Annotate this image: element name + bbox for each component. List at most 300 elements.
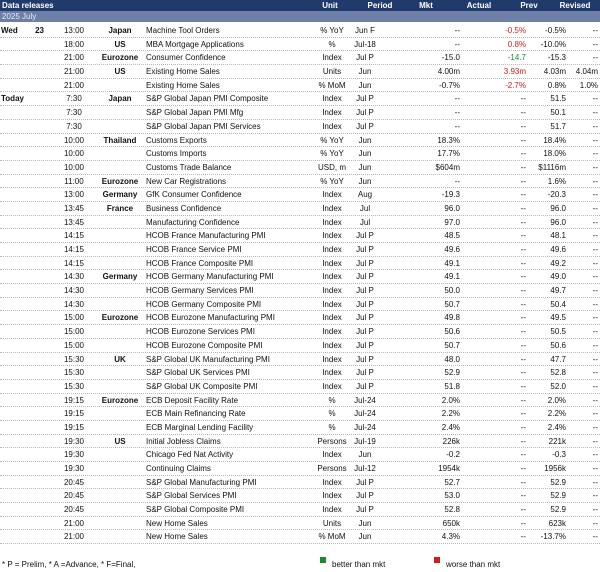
row-indicator: HCOB France Manufacturing PMI xyxy=(146,231,266,241)
row-unit: Units xyxy=(322,518,342,528)
table-row xyxy=(0,517,600,531)
row-indicator: Customs Imports xyxy=(146,149,207,159)
row-actual: -- xyxy=(520,354,526,364)
row-revised: -- xyxy=(592,94,598,104)
row-revised: -- xyxy=(592,231,598,241)
worse-legend-swatch xyxy=(434,557,440,563)
table-row xyxy=(0,407,600,421)
row-prev: 18.4% xyxy=(543,135,566,145)
row-unit: % MoM xyxy=(318,80,346,90)
row-prev: 2.2% xyxy=(547,409,566,419)
table-row xyxy=(0,51,600,65)
row-indicator: Initial Jobless Claims xyxy=(146,436,221,446)
row-time: 21:00 xyxy=(63,80,85,90)
row-time: 15:30 xyxy=(63,354,85,364)
row-period: Jun xyxy=(358,532,372,542)
table-row xyxy=(0,325,600,339)
table-row xyxy=(0,147,600,161)
row-indicator: Existing Home Sales xyxy=(146,67,220,77)
row-period: Jul P xyxy=(356,258,374,268)
row-indicator: Continuing Claims xyxy=(146,464,211,473)
row-actual: -- xyxy=(520,340,526,350)
row-indicator: HCOB Germany Manufacturing PMI xyxy=(146,272,274,282)
row-prev: 49.7 xyxy=(550,286,566,296)
row-time: 7:30 xyxy=(66,94,82,104)
row-revised: -- xyxy=(592,39,598,49)
row-indicator: HCOB Germany Services PMI xyxy=(146,286,254,296)
row-period: Jul xyxy=(359,203,371,213)
row-time: 15:00 xyxy=(63,313,85,323)
row-revised: -- xyxy=(592,258,598,268)
row-mkt: -0.7% xyxy=(439,80,460,90)
row-prev: 49.5 xyxy=(550,313,566,323)
row-mkt: -15.0 xyxy=(441,53,460,63)
row-actual: -- xyxy=(520,450,526,460)
row-time: 13:00 xyxy=(63,190,85,200)
row-actual: -- xyxy=(520,518,526,528)
row-time: 20:45 xyxy=(63,491,85,501)
row-indicator: Customs Exports xyxy=(146,135,207,145)
row-actual: -- xyxy=(520,203,526,213)
row-revised: -- xyxy=(592,135,598,145)
table-footer xyxy=(0,557,600,572)
row-revised: -- xyxy=(592,299,598,309)
row-period: Jun xyxy=(358,176,372,186)
row-prev: 623k xyxy=(548,518,566,528)
row-period: Jul P xyxy=(356,245,374,254)
row-country: UK xyxy=(114,354,126,364)
row-indicator: ECB Marginal Lending Facility xyxy=(146,422,254,432)
table-row xyxy=(0,106,600,120)
table-row xyxy=(0,489,600,503)
row-unit: Index xyxy=(322,108,342,118)
row-mkt: 4.00m xyxy=(437,67,460,77)
row-indicator: Chicago Fed Nat Activity xyxy=(146,450,234,460)
table-row xyxy=(0,380,600,394)
row-indicator: ECB Deposit Facility Rate xyxy=(146,395,239,405)
table-row xyxy=(0,134,600,148)
month-label: 2025 July xyxy=(2,12,37,21)
row-mkt: 49.1 xyxy=(444,272,460,282)
row-period: Jul P xyxy=(356,340,374,350)
row-actual: -- xyxy=(520,162,526,172)
row-revised: -- xyxy=(592,108,598,118)
row-prev: -20.3 xyxy=(547,190,566,200)
row-unit: % xyxy=(328,39,336,49)
header-prev: Prev xyxy=(520,1,538,10)
row-actual: 0.8% xyxy=(507,39,526,49)
row-unit: Index xyxy=(322,231,342,241)
row-mkt: 97.0 xyxy=(444,217,460,227)
row-period: Jul-19 xyxy=(354,436,376,446)
row-revised: -- xyxy=(592,245,598,254)
row-country: Eurozone xyxy=(101,53,139,63)
row-revised: -- xyxy=(592,121,598,131)
row-actual: -- xyxy=(520,505,526,515)
footnote: * P = Prelim, * A =Advance, * F=Final, xyxy=(2,560,136,569)
row-unit: Index xyxy=(322,203,342,213)
row-prev: 50.6 xyxy=(550,340,566,350)
row-indicator: Machine Tool Orders xyxy=(146,26,220,35)
row-time: 15:30 xyxy=(63,368,85,378)
row-time: 13:00 xyxy=(63,26,85,35)
table-row xyxy=(0,229,600,243)
row-indicator: HCOB France Composite PMI xyxy=(146,258,254,268)
row-mkt: -19.3 xyxy=(441,190,460,200)
row-time: 21:00 xyxy=(63,518,85,528)
header-mkt: Mkt xyxy=(419,1,433,10)
row-mkt: 48.5 xyxy=(444,231,460,241)
row-period: Jul P xyxy=(356,231,374,241)
table-row xyxy=(0,503,600,517)
row-prev: 51.7 xyxy=(550,121,566,131)
row-revised: 1.0% xyxy=(579,80,598,90)
row-time: 19:15 xyxy=(63,409,85,419)
row-country: Eurozone xyxy=(101,176,139,186)
row-indicator: Customs Trade Balance xyxy=(146,162,232,172)
row-actual: -- xyxy=(520,258,526,268)
row-mkt: $604m xyxy=(435,162,460,172)
row-actual: -- xyxy=(520,532,526,542)
row-prev: $1116m xyxy=(538,162,566,172)
row-mkt: -- xyxy=(454,108,460,118)
table-row xyxy=(0,435,600,449)
row-time: 19:15 xyxy=(63,422,85,432)
table-row xyxy=(0,188,600,202)
table-row xyxy=(0,24,600,38)
row-mkt: 51.8 xyxy=(444,381,460,391)
row-indicator: S&P Global UK Services PMI xyxy=(146,368,250,378)
header-revised: Revised xyxy=(559,1,591,10)
row-period: Jul P xyxy=(356,94,374,104)
row-actual: -- xyxy=(520,135,526,145)
row-mkt: 52.9 xyxy=(444,368,460,378)
header-actual: Actual xyxy=(466,1,492,10)
table-row xyxy=(0,298,600,312)
row-unit: Index xyxy=(322,313,342,323)
row-actual: -14.7 xyxy=(507,53,526,63)
row-indicator: S&P Global Manufacturing PMI xyxy=(146,477,257,487)
table-row xyxy=(0,394,600,408)
row-actual: -- xyxy=(520,491,526,501)
table-row xyxy=(0,65,600,79)
row-period: Jul P xyxy=(356,505,374,515)
row-mkt: -- xyxy=(454,94,460,104)
row-mkt: 50.6 xyxy=(444,327,460,337)
row-mkt: 50.0 xyxy=(444,286,460,296)
row-period: Jul P xyxy=(356,381,374,391)
row-period: Jun xyxy=(358,67,372,77)
row-period: Jun xyxy=(358,80,372,90)
table-row xyxy=(0,270,600,284)
row-prev: -10.0% xyxy=(540,39,566,49)
row-time: 14:15 xyxy=(63,245,85,254)
row-unit: Index xyxy=(322,340,342,350)
row-period: Jul P xyxy=(356,327,374,337)
row-actual: -- xyxy=(520,299,526,309)
row-unit: Index xyxy=(322,477,342,487)
row-unit: Persons xyxy=(317,464,347,473)
row-indicator: HCOB Eurozone Manufacturing PMI xyxy=(146,313,275,323)
row-actual: -0.5% xyxy=(505,26,526,35)
row-time: 20:45 xyxy=(63,505,85,515)
row-country: US xyxy=(114,436,126,446)
row-actual: -- xyxy=(520,94,526,104)
table-body xyxy=(0,24,600,544)
table-row xyxy=(0,120,600,134)
row-mkt: 2.4% xyxy=(441,422,460,432)
row-prev: -15.3 xyxy=(547,53,566,63)
row-indicator: S&P Global UK Manufacturing PMI xyxy=(146,354,270,364)
row-time: 13:45 xyxy=(63,217,85,227)
row-unit: % xyxy=(328,422,336,432)
row-unit: Index xyxy=(322,381,342,391)
row-revised: -- xyxy=(592,149,598,159)
row-time: 14:30 xyxy=(63,286,85,296)
row-actual: -- xyxy=(520,368,526,378)
row-revised: -- xyxy=(592,368,598,378)
row-indicator: S&P Global Services PMI xyxy=(146,491,237,501)
row-prev: 48.1 xyxy=(550,231,566,241)
row-time: 19:30 xyxy=(63,464,85,473)
row-prev: 52.9 xyxy=(550,505,566,515)
row-unit: Index xyxy=(322,190,342,200)
table-row xyxy=(0,311,600,325)
row-unit: % YoY xyxy=(320,26,344,35)
row-indicator: New Home Sales xyxy=(146,518,208,528)
row-country: Germany xyxy=(102,272,138,282)
row-prev: 18.0% xyxy=(543,149,566,159)
row-period: Jul P xyxy=(356,354,374,364)
row-actual: -- xyxy=(520,381,526,391)
table-row xyxy=(0,353,600,367)
table-row xyxy=(0,92,600,106)
row-actual: -- xyxy=(520,477,526,487)
row-time: 21:00 xyxy=(63,53,85,63)
row-unit: Index xyxy=(322,491,342,501)
row-revised: 4.04m xyxy=(575,67,598,77)
table-row xyxy=(0,421,600,435)
row-time: 19:15 xyxy=(63,395,85,405)
row-mkt: 226k xyxy=(442,436,460,446)
row-indicator: S&P Global Japan PMI Mfg xyxy=(146,108,244,118)
row-time: 11:00 xyxy=(64,176,84,186)
row-mkt: 1954k xyxy=(438,464,460,473)
row-revised: -- xyxy=(592,162,598,172)
row-unit: Index xyxy=(322,505,342,515)
row-indicator: HCOB Eurozone Services PMI xyxy=(146,327,255,337)
table-row xyxy=(0,175,600,189)
table-row xyxy=(0,476,600,490)
row-time: 10:00 xyxy=(63,162,85,172)
row-period: Jul P xyxy=(356,108,374,118)
row-indicator: GfK Consumer Confidence xyxy=(146,190,242,200)
row-mkt: 50.7 xyxy=(444,299,460,309)
row-indicator: HCOB France Service PMI xyxy=(146,245,242,254)
row-indicator: Business Confidence xyxy=(146,203,222,213)
row-time: 14:15 xyxy=(63,258,85,268)
row-prev: 52.9 xyxy=(550,491,566,501)
row-indicator: S&P Global Japan PMI Composite xyxy=(146,94,269,104)
row-actual: -- xyxy=(520,121,526,131)
row-period: Jun xyxy=(358,149,372,159)
table-row xyxy=(0,448,600,462)
row-country: Eurozone xyxy=(101,313,139,323)
row-time: 21:00 xyxy=(63,532,85,542)
row-prev: 51.5 xyxy=(550,94,566,104)
row-unit: % MoM xyxy=(318,532,346,542)
row-mkt: -- xyxy=(454,26,460,35)
row-actual: -- xyxy=(520,422,526,432)
row-period: Jul-12 xyxy=(354,464,376,473)
row-actual: 3.93m xyxy=(503,67,526,77)
row-prev: 2.0% xyxy=(547,395,566,405)
row-mkt: 53.0 xyxy=(444,491,460,501)
table-row xyxy=(0,243,600,257)
row-time: 13:45 xyxy=(63,203,85,213)
row-country: Germany xyxy=(102,190,138,200)
row-actual: -- xyxy=(520,409,526,419)
row-revised: -- xyxy=(592,450,598,460)
table-row xyxy=(0,79,600,93)
row-period: Jul-24 xyxy=(354,422,376,432)
row-revised: -- xyxy=(592,26,598,35)
row-mkt: 2.2% xyxy=(441,409,460,419)
row-period: Jun F xyxy=(354,26,375,35)
row-unit: Units xyxy=(322,67,342,77)
row-time: 19:30 xyxy=(63,450,85,460)
row-mkt: 2.0% xyxy=(441,395,460,405)
row-indicator: Consumer Confidence xyxy=(146,53,226,63)
row-indicator: S&P Global Japan PMI Services xyxy=(146,121,261,131)
row-unit: USD, m xyxy=(318,162,346,172)
row-period: Jul P xyxy=(356,53,374,63)
row-revised: -- xyxy=(592,477,598,487)
row-prev: 52.9 xyxy=(550,477,566,487)
row-period: Jul P xyxy=(356,286,374,296)
row-day: Wed xyxy=(1,26,18,35)
month-subheader xyxy=(0,11,600,22)
row-actual: -- xyxy=(520,231,526,241)
row-day: Today xyxy=(1,94,24,104)
row-time: 15:00 xyxy=(63,340,85,350)
row-revised: -- xyxy=(592,286,598,296)
row-indicator: MBA Mortgage Applications xyxy=(146,39,244,49)
row-indicator: ECB Main Refinancing Rate xyxy=(146,409,246,419)
row-unit: Index xyxy=(322,299,342,309)
row-country: Japan xyxy=(108,94,132,104)
row-indicator: HCOB Germany Composite PMI xyxy=(146,299,262,309)
row-revised: -- xyxy=(592,327,598,337)
row-unit: Index xyxy=(322,121,342,131)
row-prev: 49.6 xyxy=(550,245,566,254)
row-actual: -- xyxy=(520,395,526,405)
row-period: Jul P xyxy=(356,299,374,309)
row-unit: Index xyxy=(322,245,342,254)
row-unit: % YoY xyxy=(320,176,344,186)
row-unit: Index xyxy=(322,53,342,63)
row-mkt: 49.1 xyxy=(444,258,460,268)
row-mkt: -0.2 xyxy=(446,450,460,460)
table-row xyxy=(0,161,600,175)
row-unit: Index xyxy=(322,450,342,460)
row-time: 19:30 xyxy=(63,436,85,446)
row-revised: -- xyxy=(592,272,598,282)
row-prev: 47.7 xyxy=(550,354,566,364)
row-prev: 96.0 xyxy=(550,217,566,227)
row-time: 14:15 xyxy=(63,231,85,241)
row-mkt: 96.0 xyxy=(444,203,460,213)
row-time: 7:30 xyxy=(66,108,82,118)
row-prev: 52.0 xyxy=(550,381,566,391)
row-revised: -- xyxy=(592,176,598,186)
row-mkt: -- xyxy=(454,121,460,131)
row-prev: -0.5% xyxy=(545,26,566,35)
row-period: Jun xyxy=(358,135,372,145)
row-mkt: 49.6 xyxy=(444,245,460,254)
row-revised: -- xyxy=(592,422,598,432)
row-country: Thailand xyxy=(103,135,137,145)
table-row xyxy=(0,216,600,230)
table-row xyxy=(0,339,600,353)
row-prev: 2.4% xyxy=(547,422,566,432)
row-mkt: 49.8 xyxy=(444,313,460,323)
header-title: Data releases xyxy=(2,1,54,10)
row-unit: % xyxy=(328,409,336,419)
table-row xyxy=(0,257,600,271)
row-actual: -- xyxy=(520,272,526,282)
row-unit: Index xyxy=(322,217,342,227)
row-mkt: 50.7 xyxy=(444,340,460,350)
row-revised: -- xyxy=(592,53,598,63)
row-prev: 96.0 xyxy=(550,203,566,213)
row-indicator: HCOB Eurozone Composite PMI xyxy=(146,340,263,350)
row-actual: -- xyxy=(520,190,526,200)
row-mkt: 650k xyxy=(442,518,460,528)
row-period: Jun xyxy=(358,518,372,528)
row-country: US xyxy=(114,67,126,77)
row-revised: -- xyxy=(592,532,598,542)
row-unit: % YoY xyxy=(320,149,344,159)
row-indicator: Manufacturing Confidence xyxy=(146,217,240,227)
row-unit: % YoY xyxy=(320,135,344,145)
row-revised: -- xyxy=(592,491,598,501)
row-revised: -- xyxy=(592,354,598,364)
row-unit: Index xyxy=(322,368,342,378)
row-prev: -13.7% xyxy=(540,532,566,542)
header-unit: Unit xyxy=(322,1,338,10)
row-prev: 50.4 xyxy=(550,299,566,309)
row-mkt: -- xyxy=(454,39,460,49)
row-revised: -- xyxy=(592,464,598,473)
row-time: 20:45 xyxy=(63,477,85,487)
row-indicator: New Car Registrations xyxy=(146,176,227,186)
row-period: Aug xyxy=(357,190,373,200)
row-period: Jul-24 xyxy=(354,395,376,405)
row-unit: Persons xyxy=(317,436,347,446)
row-prev: 0.8% xyxy=(547,80,566,90)
row-country: US xyxy=(114,39,126,49)
row-date: 23 xyxy=(35,26,44,35)
row-unit: Index xyxy=(322,272,342,282)
row-period: Jul-18 xyxy=(354,39,376,49)
row-actual: -- xyxy=(520,176,526,186)
row-revised: -- xyxy=(592,340,598,350)
table-row xyxy=(0,462,600,476)
row-period: Jul P xyxy=(356,368,374,378)
row-prev: 49.2 xyxy=(550,258,566,268)
table-header xyxy=(0,0,600,11)
